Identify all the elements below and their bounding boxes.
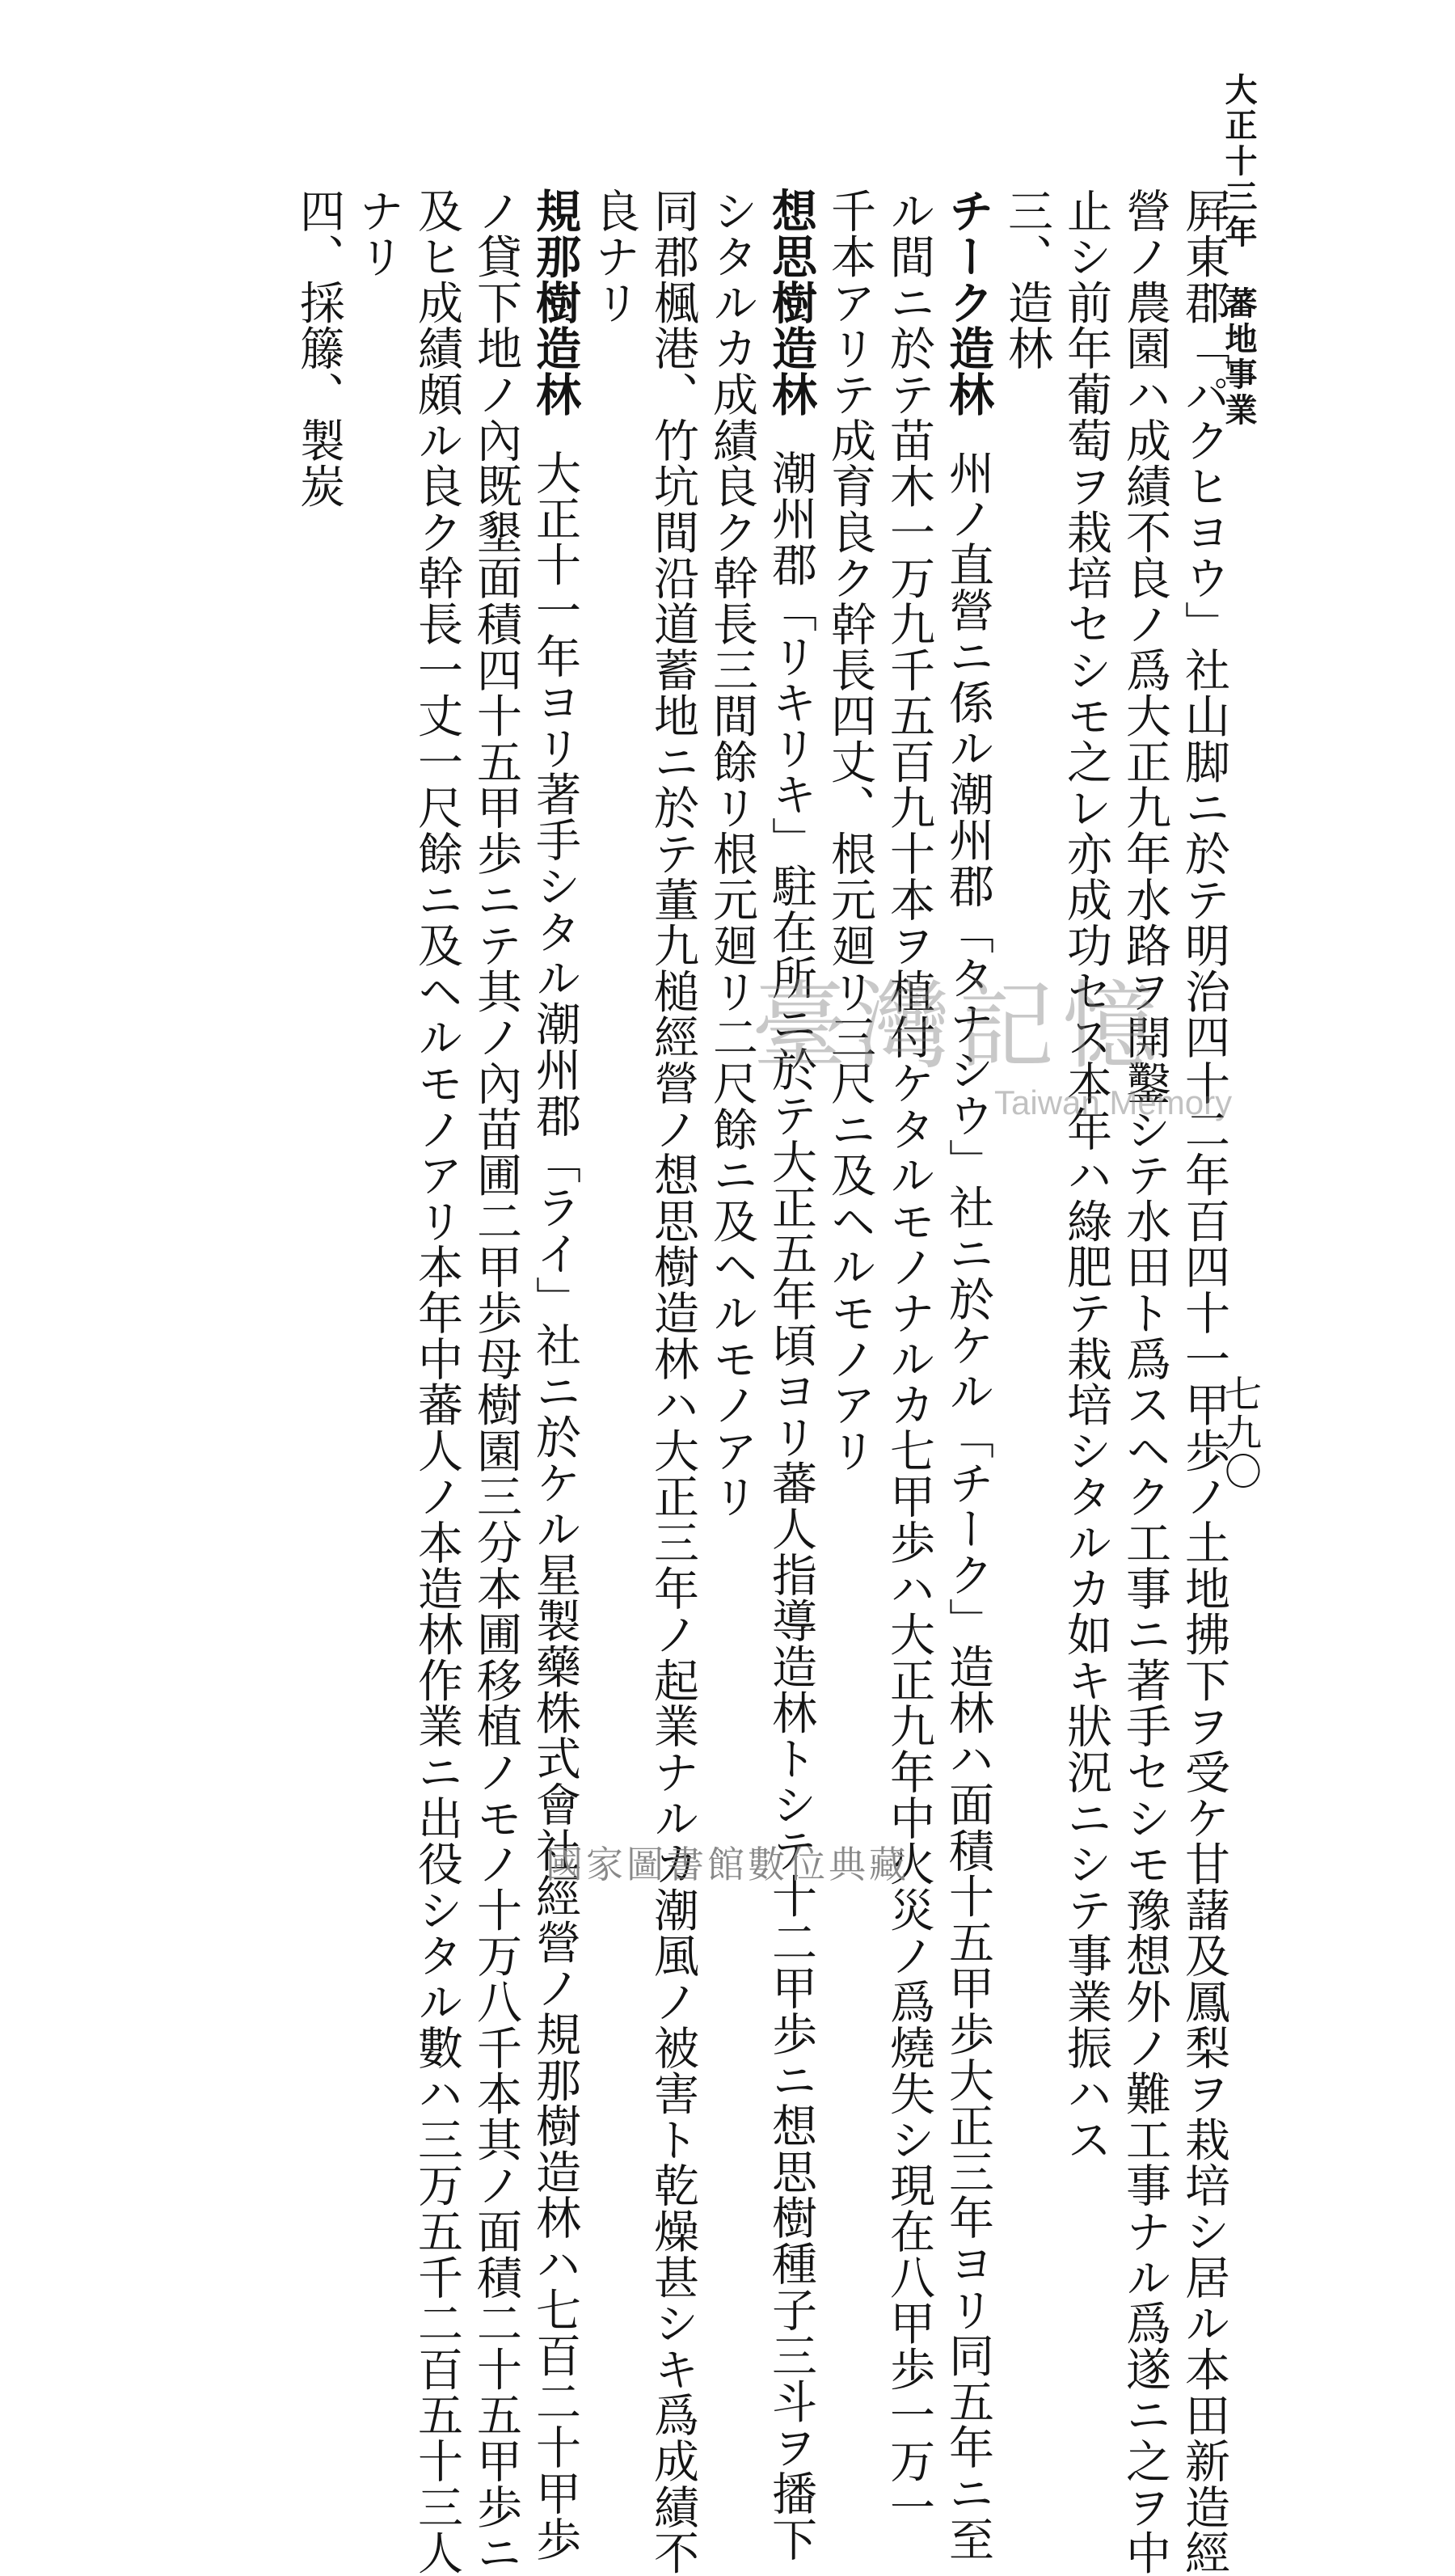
text-column: ル間ニ於テ苗木一万九千五百九十本ヲ植付ケタルモノナルカ七甲歩ハ大正九年中火災ノ爲燒失シ現在八甲歩一万一 (883, 188, 935, 2530)
text-column: 同郡楓港、竹坑間沿道蓄地ニ於テ董九槌經營ノ想思樹造林ハ大正三年ノ起業ナルカ潮風ノ被害ト乾燥甚シキ爲成績不 (647, 188, 699, 2576)
library-footer: 國家圖書館數位典藏 (546, 1843, 909, 1886)
watermark-text: 臺灣記憶 (752, 970, 1166, 1082)
watermark-subtitle: Taiwan Memory (994, 1083, 1233, 1121)
text-column: ノ貸下地ノ內既墾面積四十五甲歩ニテ其ノ內苗圃二甲歩母樹園三分本圃移植ノモノ十万八千本其ノ面積二十五甲歩ニ (470, 188, 522, 2576)
subsection-heading-acacia: 想思樹造林 (765, 188, 817, 417)
text-column: 想思樹造林潮州郡「リキリキ」駐在所ニ於テ大正五年頃ヨリ蕃人指導造林トシテ十二甲歩ニ想思樹種子三斗ヲ播下 (765, 188, 817, 2562)
page-number: 七九〇 (1219, 1375, 1263, 1491)
text-column: 屛東郡「パクヒヨウ」社山脚ニ於テ明治四十二年百四十一甲歩ノ土地拂下ヲ受ケ甘藷及鳳梨ヲ栽培シ居ル本田新造經 (1178, 188, 1230, 2576)
section-heading: 三、造林 (1001, 188, 1053, 372)
subsection-heading-teak: チーク造林 (942, 188, 994, 417)
text-column: 及ヒ成績頗ル良ク幹長一丈一尺餘ニ及ヘルモノアリ本年中蕃人ノ本造林作業ニ出役シタル數ハ三万五千二百五十三人 (411, 188, 463, 2576)
subsection-heading-cinchona: 規那樹造林 (529, 188, 581, 417)
text-column: 良ナリ (588, 188, 640, 326)
text-column: チーク造林州ノ直營ニ係ル潮州郡「タナシウ」社ニ於ケル「チーク」造林ハ面積十五甲歩大正三年ヨリ同五年ニ至 (942, 188, 994, 2562)
text-column: 千本アリテ成育良ク幹長四丈、根元廻リ三尺ニ及ヘルモノアリ (824, 188, 876, 1474)
text-column: 營ノ農園ハ成績不良ノ爲大正九年水路ヲ開鑿シテ水田ト爲スヘク工事ニ著手セシモ豫想外ノ難工事ナル爲遂ニ之ヲ中 (1119, 188, 1171, 2576)
section-heading: 四、採籐、製炭 (293, 188, 345, 509)
text-column: 規那樹造林大正十一年ヨリ著手シタル潮州郡「ライ」社ニ於ケル星製藥株式會社經營ノ規那樹造林ハ七百二十甲歩 (529, 188, 581, 2562)
running-header-title: 大正十三年 蕃地事業 (1220, 73, 1258, 429)
text-column: シタルカ成績良ク幹長三間餘リ根元廻リ二尺餘ニ及ヘルモノアリ (706, 188, 758, 1520)
text-column: 止シ前年葡萄ヲ栽培セシモ之レ亦成功セス本年ハ綠肥テ栽培シタルカ如キ狀況ニシテ事業振ハス (1060, 188, 1112, 2163)
text-column: ナリ (352, 188, 404, 280)
